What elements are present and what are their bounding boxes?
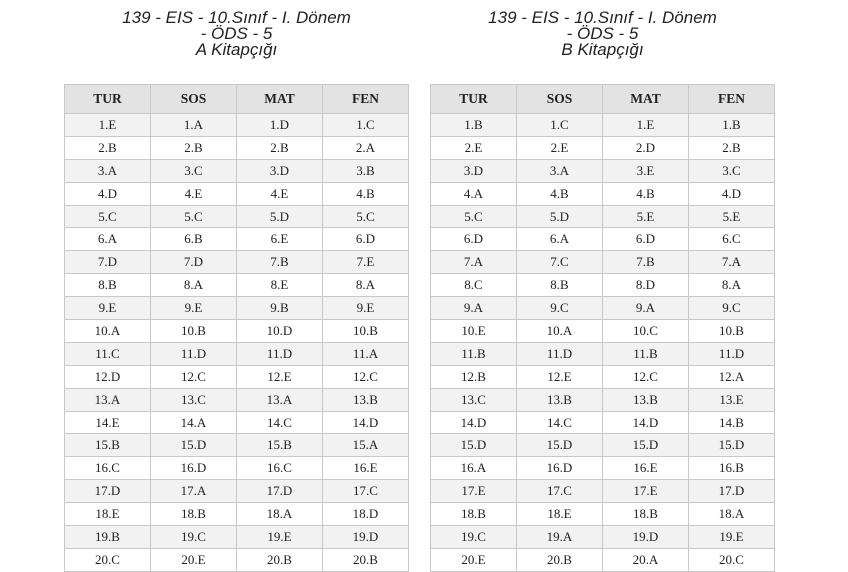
column-header: MAT bbox=[237, 85, 323, 114]
answer-cell: 6.D bbox=[603, 228, 689, 251]
answer-cell: 2.B bbox=[237, 136, 323, 159]
answer-cell: 6.E bbox=[237, 228, 323, 251]
answer-cell: 8.C bbox=[431, 274, 517, 297]
table-row bbox=[431, 320, 775, 343]
answer-cell: 1.D bbox=[237, 114, 323, 137]
booklet-a-heading bbox=[64, 10, 409, 72]
answer-cell: 3.A bbox=[517, 159, 603, 182]
answer-cell: 16.E bbox=[603, 457, 689, 480]
table-row bbox=[431, 182, 775, 205]
answer-cell: 2.E bbox=[431, 136, 517, 159]
answer-cell: 10.E bbox=[431, 320, 517, 343]
answer-cell: 8.B bbox=[517, 274, 603, 297]
table-row bbox=[65, 251, 409, 274]
table-row bbox=[65, 457, 409, 480]
answer-cell: 6.A bbox=[517, 228, 603, 251]
answer-cell: 4.A bbox=[431, 182, 517, 205]
booklet-b-heading bbox=[430, 10, 775, 72]
answer-cell: 11.A bbox=[323, 342, 409, 365]
answer-cell: 14.D bbox=[603, 411, 689, 434]
answer-cell: 10.A bbox=[517, 320, 603, 343]
table-row bbox=[65, 388, 409, 411]
answer-cell: 19.B bbox=[65, 526, 151, 549]
answer-cell: 6.D bbox=[431, 228, 517, 251]
answer-cell: 2.B bbox=[151, 136, 237, 159]
answer-cell: 11.D bbox=[151, 342, 237, 365]
answer-cell: 6.D bbox=[323, 228, 409, 251]
answer-cell: 5.C bbox=[323, 205, 409, 228]
answer-cell: 16.D bbox=[517, 457, 603, 480]
answer-cell: 13.C bbox=[151, 388, 237, 411]
table-row bbox=[431, 480, 775, 503]
answer-cell: 5.D bbox=[517, 205, 603, 228]
answer-cell: 13.B bbox=[603, 388, 689, 411]
answer-cell: 20.B bbox=[517, 548, 603, 571]
column-header: FEN bbox=[689, 85, 775, 114]
answer-cell: 13.B bbox=[323, 388, 409, 411]
answer-cell: 4.D bbox=[65, 182, 151, 205]
answer-cell: 15.D bbox=[431, 434, 517, 457]
answer-cell: 1.E bbox=[65, 114, 151, 137]
table-row bbox=[431, 342, 775, 365]
answer-cell: 7.E bbox=[323, 251, 409, 274]
table-row bbox=[431, 205, 775, 228]
table-row bbox=[65, 136, 409, 159]
answer-cell: 17.A bbox=[151, 480, 237, 503]
answer-cell: 15.B bbox=[65, 434, 151, 457]
table-row bbox=[431, 228, 775, 251]
answer-cell: 16.E bbox=[323, 457, 409, 480]
answer-cell: 1.B bbox=[689, 114, 775, 137]
answer-cell: 17.D bbox=[689, 480, 775, 503]
answer-cell: 7.A bbox=[431, 251, 517, 274]
answer-cell: 8.E bbox=[237, 274, 323, 297]
answer-cell: 5.C bbox=[65, 205, 151, 228]
answer-cell: 3.C bbox=[151, 159, 237, 182]
answer-cell: 9.A bbox=[431, 297, 517, 320]
table-row bbox=[65, 365, 409, 388]
table-row bbox=[65, 297, 409, 320]
answer-cell: 3.E bbox=[603, 159, 689, 182]
table-row bbox=[65, 228, 409, 251]
answer-cell: 1.E bbox=[603, 114, 689, 137]
answer-cell: 18.A bbox=[689, 503, 775, 526]
answer-cell: 6.B bbox=[151, 228, 237, 251]
table-row bbox=[65, 548, 409, 571]
answer-cell: 15.D bbox=[517, 434, 603, 457]
answer-cell: 7.B bbox=[603, 251, 689, 274]
answer-cell: 14.B bbox=[689, 411, 775, 434]
answer-cell: 11.D bbox=[237, 342, 323, 365]
answer-cell: 20.C bbox=[689, 548, 775, 571]
table-row bbox=[431, 159, 775, 182]
answer-cell: 11.B bbox=[603, 342, 689, 365]
answer-cell: 14.D bbox=[431, 411, 517, 434]
answer-cell: 18.B bbox=[431, 503, 517, 526]
table-row bbox=[65, 274, 409, 297]
answer-cell: 3.D bbox=[237, 159, 323, 182]
booklet-a-title-line-1: 139 - EIS - 10.Sınıf - I. Dönem bbox=[122, 8, 351, 27]
answer-cell: 14.A bbox=[151, 411, 237, 434]
answer-cell: 1.B bbox=[431, 114, 517, 137]
answer-cell: 3.D bbox=[431, 159, 517, 182]
answer-cell: 10.C bbox=[603, 320, 689, 343]
answer-cell: 4.E bbox=[151, 182, 237, 205]
answer-cell: 5.C bbox=[151, 205, 237, 228]
answer-cell: 11.B bbox=[431, 342, 517, 365]
answer-cell: 2.A bbox=[323, 136, 409, 159]
answer-cell: 7.B bbox=[237, 251, 323, 274]
answer-cell: 19.C bbox=[151, 526, 237, 549]
answer-cell: 9.A bbox=[603, 297, 689, 320]
answer-cell: 12.C bbox=[323, 365, 409, 388]
table-row bbox=[431, 388, 775, 411]
answer-cell: 9.E bbox=[65, 297, 151, 320]
answer-cell: 2.B bbox=[65, 136, 151, 159]
table-row bbox=[431, 457, 775, 480]
answer-cell: 19.D bbox=[323, 526, 409, 549]
answer-cell: 8.D bbox=[603, 274, 689, 297]
table-row bbox=[431, 526, 775, 549]
booklet-a-title-line-3: A Kitapçığı bbox=[195, 40, 278, 59]
answer-cell: 6.C bbox=[689, 228, 775, 251]
answer-cell: 8.A bbox=[151, 274, 237, 297]
table-row bbox=[65, 320, 409, 343]
answer-cell: 5.E bbox=[689, 205, 775, 228]
answer-cell: 7.D bbox=[65, 251, 151, 274]
answer-cell: 9.E bbox=[151, 297, 237, 320]
table-row bbox=[431, 136, 775, 159]
table-row bbox=[431, 411, 775, 434]
answer-cell: 17.D bbox=[65, 480, 151, 503]
answer-cell: 20.B bbox=[237, 548, 323, 571]
answer-cell: 15.A bbox=[323, 434, 409, 457]
table-row bbox=[65, 182, 409, 205]
answer-cell: 3.A bbox=[65, 159, 151, 182]
answer-cell: 12.E bbox=[517, 365, 603, 388]
answer-cell: 4.B bbox=[323, 182, 409, 205]
answer-cell: 7.A bbox=[689, 251, 775, 274]
answer-cell: 17.E bbox=[431, 480, 517, 503]
answer-cell: 4.D bbox=[689, 182, 775, 205]
answer-cell: 14.C bbox=[237, 411, 323, 434]
answer-cell: 10.B bbox=[151, 320, 237, 343]
booklet-b-title-line-3: B Kitapçığı bbox=[561, 40, 644, 59]
answer-cell: 3.B bbox=[323, 159, 409, 182]
table-row bbox=[431, 251, 775, 274]
answer-cell: 12.C bbox=[603, 365, 689, 388]
answer-cell: 12.E bbox=[237, 365, 323, 388]
answer-cell: 12.C bbox=[151, 365, 237, 388]
table-row bbox=[65, 503, 409, 526]
table-row bbox=[65, 342, 409, 365]
answer-cell: 13.A bbox=[237, 388, 323, 411]
answer-cell: 20.B bbox=[323, 548, 409, 571]
answer-cell: 20.C bbox=[65, 548, 151, 571]
answer-cell: 11.D bbox=[517, 342, 603, 365]
booklet-a-answer-table bbox=[64, 84, 409, 572]
answer-cell: 5.C bbox=[431, 205, 517, 228]
answer-cell: 9.C bbox=[517, 297, 603, 320]
answer-cell: 7.D bbox=[151, 251, 237, 274]
table-row bbox=[65, 480, 409, 503]
answer-cell: 19.D bbox=[603, 526, 689, 549]
booklet-a-title-line-2: - ÖDS - 5 bbox=[200, 24, 273, 43]
column-header: TUR bbox=[431, 85, 517, 114]
answer-cell: 1.A bbox=[151, 114, 237, 137]
booklet-b-title-line-1: 139 - EIS - 10.Sınıf - I. Dönem bbox=[488, 8, 717, 27]
answer-cell: 15.D bbox=[151, 434, 237, 457]
column-header: MAT bbox=[603, 85, 689, 114]
answer-cell: 19.A bbox=[517, 526, 603, 549]
answer-cell: 17.C bbox=[517, 480, 603, 503]
answer-cell: 14.E bbox=[65, 411, 151, 434]
answer-cell: 20.E bbox=[151, 548, 237, 571]
answer-cell: 10.D bbox=[237, 320, 323, 343]
answer-cell: 15.B bbox=[237, 434, 323, 457]
answer-cell: 13.E bbox=[689, 388, 775, 411]
answer-cell: 18.B bbox=[603, 503, 689, 526]
answer-cell: 16.C bbox=[65, 457, 151, 480]
answer-cell: 5.D bbox=[237, 205, 323, 228]
answer-cell: 18.E bbox=[65, 503, 151, 526]
answer-cell: 16.C bbox=[237, 457, 323, 480]
answer-cell: 9.B bbox=[237, 297, 323, 320]
answer-cell: 8.A bbox=[689, 274, 775, 297]
answer-cell: 8.B bbox=[65, 274, 151, 297]
booklet-b-answer-table bbox=[430, 84, 775, 572]
answer-cell: 13.B bbox=[517, 388, 603, 411]
answer-cell: 12.A bbox=[689, 365, 775, 388]
answer-cell: 14.C bbox=[517, 411, 603, 434]
answer-cell: 11.D bbox=[689, 342, 775, 365]
booklet-b-section bbox=[430, 10, 775, 572]
booklet-b-title-line-2: - ÖDS - 5 bbox=[566, 24, 639, 43]
answer-cell: 2.D bbox=[603, 136, 689, 159]
answer-cell: 19.C bbox=[431, 526, 517, 549]
booklet-a-section bbox=[64, 10, 409, 572]
answer-cell: 4.B bbox=[603, 182, 689, 205]
answer-cell: 6.A bbox=[65, 228, 151, 251]
answer-cell: 2.E bbox=[517, 136, 603, 159]
answer-cell: 16.A bbox=[431, 457, 517, 480]
answer-cell: 17.E bbox=[603, 480, 689, 503]
answer-cell: 1.C bbox=[517, 114, 603, 137]
answer-cell: 20.A bbox=[603, 548, 689, 571]
answer-cell: 18.D bbox=[323, 503, 409, 526]
answer-cell: 4.E bbox=[237, 182, 323, 205]
answer-cell: 18.B bbox=[151, 503, 237, 526]
table-row bbox=[431, 503, 775, 526]
answer-cell: 1.C bbox=[323, 114, 409, 137]
answer-cell: 9.E bbox=[323, 297, 409, 320]
table-row bbox=[431, 274, 775, 297]
answer-cell: 15.D bbox=[603, 434, 689, 457]
answer-cell: 20.E bbox=[431, 548, 517, 571]
table-row bbox=[65, 526, 409, 549]
column-header: FEN bbox=[323, 85, 409, 114]
table-row bbox=[65, 114, 409, 137]
answer-cell: 15.D bbox=[689, 434, 775, 457]
column-header: TUR bbox=[65, 85, 151, 114]
table-row bbox=[65, 205, 409, 228]
answer-cell: 13.A bbox=[65, 388, 151, 411]
answer-cell: 17.D bbox=[237, 480, 323, 503]
answer-cell: 19.E bbox=[689, 526, 775, 549]
answer-cell: 11.C bbox=[65, 342, 151, 365]
answer-cell: 10.B bbox=[689, 320, 775, 343]
column-header: SOS bbox=[151, 85, 237, 114]
answer-cell: 18.A bbox=[237, 503, 323, 526]
table-row bbox=[65, 411, 409, 434]
table-row bbox=[431, 548, 775, 571]
answer-cell: 16.D bbox=[151, 457, 237, 480]
answer-cell: 19.E bbox=[237, 526, 323, 549]
table-row bbox=[65, 434, 409, 457]
answer-cell: 12.D bbox=[65, 365, 151, 388]
answer-cell: 13.C bbox=[431, 388, 517, 411]
table-row bbox=[431, 365, 775, 388]
answer-cell: 18.E bbox=[517, 503, 603, 526]
answer-cell: 9.C bbox=[689, 297, 775, 320]
answer-cell: 5.E bbox=[603, 205, 689, 228]
answer-cell: 3.C bbox=[689, 159, 775, 182]
column-header: SOS bbox=[517, 85, 603, 114]
answer-cell: 10.B bbox=[323, 320, 409, 343]
answer-cell: 12.B bbox=[431, 365, 517, 388]
answer-cell: 8.A bbox=[323, 274, 409, 297]
table-row bbox=[431, 114, 775, 137]
answer-cell: 4.B bbox=[517, 182, 603, 205]
answer-cell: 16.B bbox=[689, 457, 775, 480]
table-row bbox=[431, 434, 775, 457]
answer-cell: 10.A bbox=[65, 320, 151, 343]
answer-cell: 2.B bbox=[689, 136, 775, 159]
table-row bbox=[65, 159, 409, 182]
table-row bbox=[431, 297, 775, 320]
answer-cell: 17.C bbox=[323, 480, 409, 503]
answer-cell: 14.D bbox=[323, 411, 409, 434]
answer-cell: 7.C bbox=[517, 251, 603, 274]
